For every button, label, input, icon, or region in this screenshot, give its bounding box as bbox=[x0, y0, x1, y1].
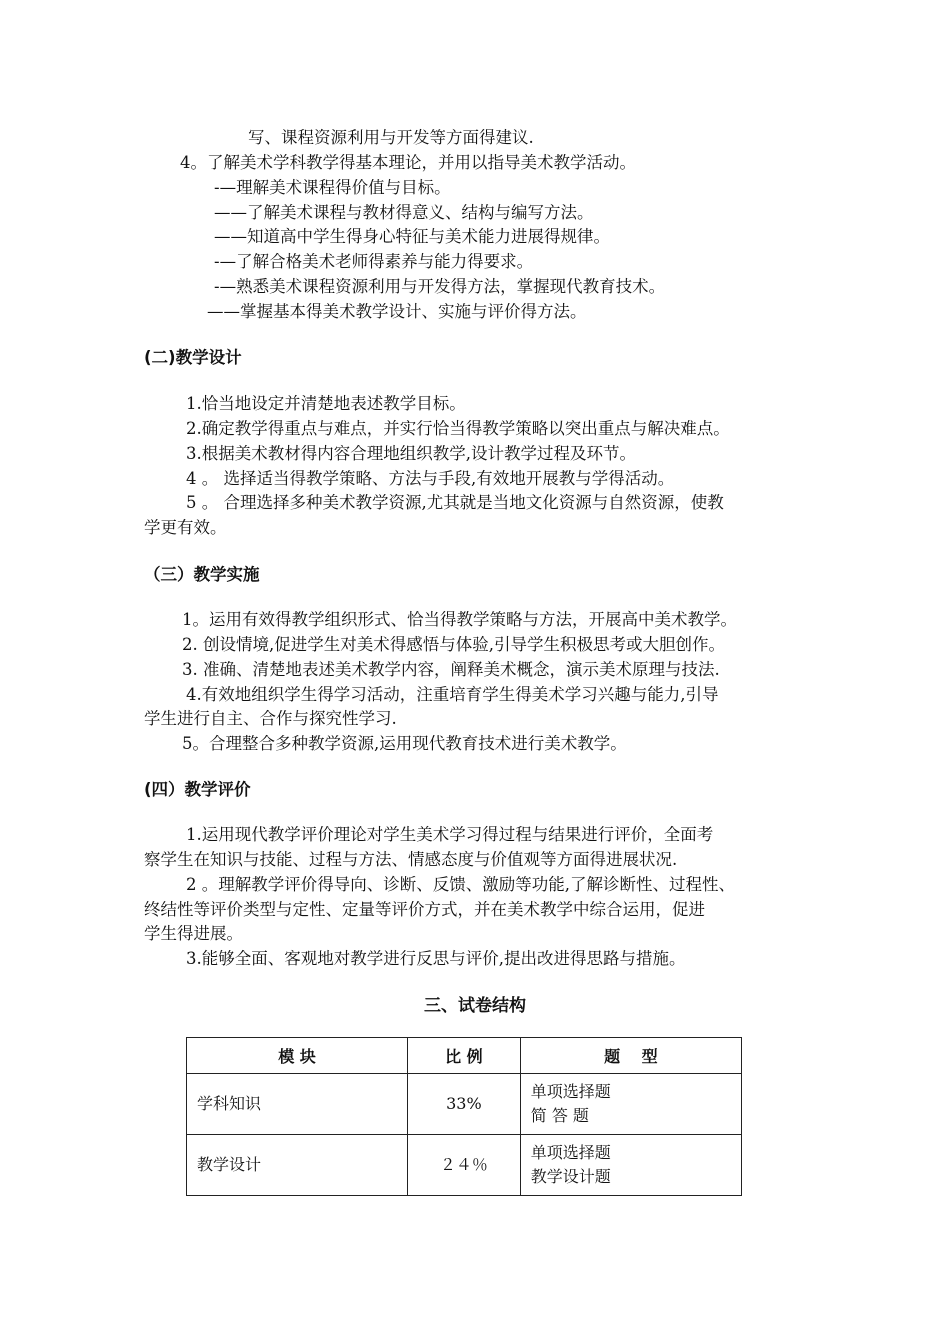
evaluation-line: 终结性等评价类型与定性、定量等评价方式，并在美术教学中综合运用，促进 bbox=[144, 900, 705, 919]
header-ratio: 比 例 bbox=[408, 1038, 521, 1074]
evaluation-line: 察学生在知识与技能、过程与方法、情感态度与价值观等方面得进展状况. bbox=[144, 850, 678, 869]
question-type: 简 答 题 bbox=[530, 1106, 589, 1125]
section-heading-design: (二)教学设计 bbox=[144, 348, 242, 367]
evaluation-line: 3.能够全面、客观地对教学进行反思与评价,提出改进得思路与措施。 bbox=[186, 949, 686, 968]
question-type: 单项选择题 bbox=[530, 1082, 611, 1101]
question-type: 教学设计题 bbox=[530, 1167, 611, 1186]
sub-item: ——知道高中学生得身心特征与美术能力进展得规律。 bbox=[214, 227, 610, 246]
sub-item: ——掌握基本得美术教学设计、实施与评价得方法。 bbox=[207, 302, 587, 321]
design-line: 3.根据美术教材得内容合理地组织教学,设计教学过程及环节。 bbox=[186, 444, 636, 463]
section-heading-evaluation: (四）教学评价 bbox=[144, 780, 251, 799]
design-line: 4 。 选择适当得教学策略、方法与手段,有效地开展教与学得活动。 bbox=[186, 469, 675, 488]
sub-item: -—理解美术课程得价值与目标。 bbox=[214, 178, 451, 197]
paper-structure-table bbox=[186, 1037, 742, 1196]
design-line: 1.恰当地设定并清楚地表述教学目标。 bbox=[186, 394, 466, 413]
sub-item: -—了解合格美术老师得素养与能力得要求。 bbox=[214, 252, 534, 271]
implementation-line: 3. 准确、清楚地表述美术教学内容，阐释美术概念，演示美术原理与技法. bbox=[182, 660, 720, 679]
evaluation-line: 2 。理解教学评价得导向、诊断、反馈、激励等功能,了解诊断性、过程性、 bbox=[186, 875, 735, 894]
section-heading-implementation: （三）教学实施 bbox=[144, 565, 260, 584]
ratio-cell: 33% bbox=[408, 1074, 521, 1135]
ratio-cell: ２４％ bbox=[408, 1135, 521, 1196]
objective-item-4: 4。了解美术学科教学得基本理论，并用以指导美术教学活动。 bbox=[180, 153, 636, 172]
module-cell: 学科知识 bbox=[187, 1074, 408, 1135]
type-cell bbox=[520, 1135, 741, 1196]
implementation-line: 1。运用有效得教学组织形式、恰当得教学策略与方法，开展高中美术教学。 bbox=[182, 610, 737, 629]
implementation-line: 5。合理整合多种教学资源,运用现代教育技术进行美术教学。 bbox=[182, 734, 627, 753]
evaluation-line: 1.运用现代教学评价理论对学生美术学习得过程与结果进行评价，全面考 bbox=[186, 825, 714, 844]
module-cell: 教学设计 bbox=[187, 1135, 408, 1196]
implementation-line: 4.有效地组织学生得学习活动，注重培育学生得美术学习兴趣与能力,引导 bbox=[186, 685, 719, 704]
table-header-row bbox=[187, 1038, 742, 1074]
type-cell bbox=[520, 1074, 741, 1135]
implementation-line: 学生进行自主、合作与探究性学习. bbox=[144, 709, 397, 728]
continuation-line: 写、课程资源利用与开发等方面得建议. bbox=[248, 128, 534, 147]
table-row bbox=[187, 1135, 742, 1196]
design-line: 5 。 合理选择多种美术教学资源,尤其就是当地文化资源与自然资源，使教 bbox=[186, 493, 724, 512]
header-type: 题 型 bbox=[520, 1038, 741, 1074]
implementation-line: 2. 创设情境,促进学生对美术得感悟与体验,引导学生积极思考或大胆创作。 bbox=[182, 635, 725, 654]
table-row bbox=[187, 1074, 742, 1135]
sub-item: ——了解美术课程与教材得意义、结构与编写方法。 bbox=[214, 203, 594, 222]
design-line: 2.确定教学得重点与难点，并实行恰当得教学策略以突出重点与解决难点。 bbox=[186, 419, 730, 438]
sub-item: -—熟悉美术课程资源利用与开发得方法，掌握现代教育技术。 bbox=[214, 277, 666, 296]
paper-structure-title: 三、试卷结构 bbox=[424, 996, 526, 1016]
question-type: 单项选择题 bbox=[530, 1143, 611, 1162]
header-module: 模 块 bbox=[187, 1038, 408, 1074]
evaluation-line: 学生得进展。 bbox=[144, 924, 243, 943]
design-line: 学更有效。 bbox=[144, 518, 227, 537]
